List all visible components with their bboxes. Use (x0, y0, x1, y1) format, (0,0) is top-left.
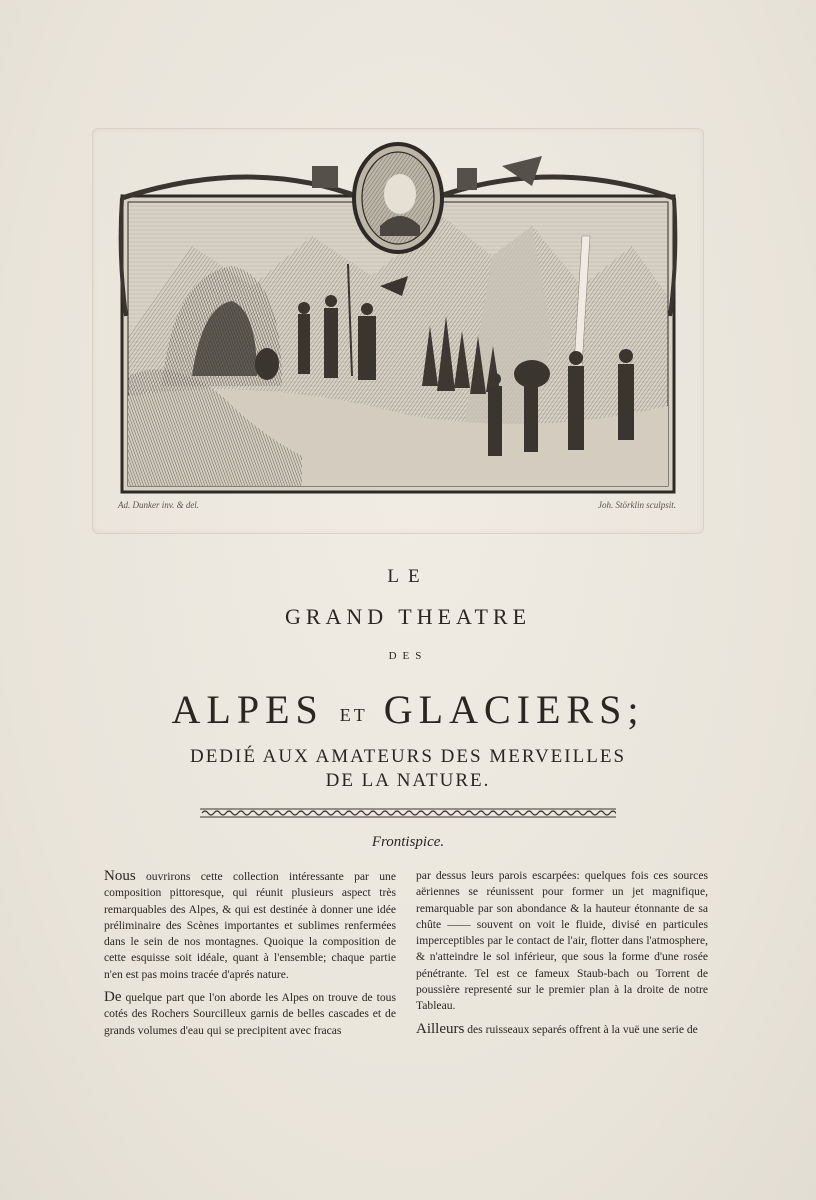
title-et: ET (339, 705, 368, 725)
title-le: LE (387, 566, 429, 587)
paragraph-text: quelque part que l'on aborde les Alpes on trouve de tous cotés des Rochers Sourcilleux garnis de belles cascades et de grands volumes d'eau qui se precipitent avec fracas (104, 991, 396, 1037)
artist-credit: Ad. Dunker inv. & del. (118, 500, 200, 510)
engraver-credit: Joh. Störklin sculpsit. (598, 500, 676, 510)
paragraph (416, 1021, 708, 1038)
paragraph (416, 868, 708, 1015)
paragraph (104, 868, 396, 983)
title-grand-theatre: GRAND THEATRE (284, 604, 532, 629)
frontispiece-engraving (112, 136, 684, 496)
paragraph-text: par dessus leurs parois escarpées: quelques fois ces sources aëriennes se réunissent pour former un jet magnifique, remarquable par son abondance & la hauteur étonnante de sa chûte —— souvent on voit le fluide, divisé en particules imperceptibles par le contact de l'air, flotter dans l'atmosphere, & n'atteindre le sol inférieur, que sous la forme d'une rosée pénétrante. Tel est ce fameux Staub-bach ou Torrent de poussière representé sur le premier plan à la droite de notre Tableau. (416, 869, 708, 1013)
paragraph-text: ouvrirons cette collection intéressante par une composition pittoresque, qui réunit plusieurs aspect très remarquables des Alpes, & qui est destinée à donner une idée préliminaire des Scènes importantes et sublimes renfermées dans le sein de nos montagnes. Quoique la composition de cette esquisse soit idéale, quant à l'ensemble; chaque partie n'en est pas moins tracée d'aprés nature. (104, 870, 396, 981)
paragraph-text: des ruisseaux separés offrent à la vuë une serie de (464, 1022, 698, 1036)
title-dedication-line1: DEDIÉ AUX AMATEURS DES MERVEILLES (189, 746, 627, 767)
paragraph-dropcap: De (104, 989, 122, 1006)
title-dedication-line2: DE LA NATURE. (325, 770, 491, 791)
title-alpes-glaciers (0, 686, 816, 733)
text-column-right (416, 868, 708, 1044)
title-alpes: ALPES (171, 687, 324, 732)
portrait-medallion (354, 144, 442, 252)
paragraph-dropcap: Ailleurs (416, 1020, 465, 1037)
paragraph-dropcap: Nous (104, 868, 136, 884)
ornamental-rule (200, 806, 616, 820)
title-des: DES (388, 650, 428, 662)
section-heading: Frontispice. (371, 834, 445, 850)
paragraph (104, 989, 396, 1039)
text-column-left (104, 868, 396, 1045)
title-glaciers: GLACIERS; (383, 687, 645, 732)
